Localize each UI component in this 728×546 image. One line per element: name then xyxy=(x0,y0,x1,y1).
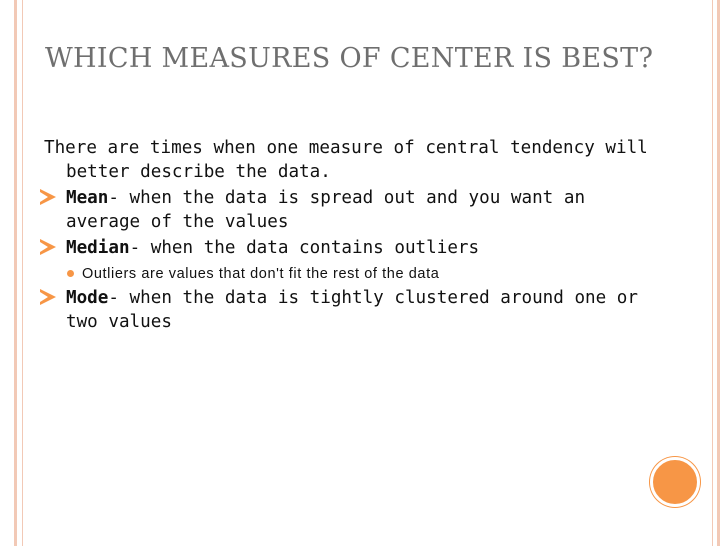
bullet-text: - when the data is spread out and you want an average of the values xyxy=(66,188,586,232)
bullet-term: Mean xyxy=(66,188,109,208)
sub-bullet-outliers xyxy=(44,264,664,284)
right-border-line xyxy=(717,0,720,546)
bullet-text: - when the data contains outliers xyxy=(129,238,480,258)
right-border-thin-line xyxy=(712,0,713,546)
bullet-arrow-icon xyxy=(40,289,56,305)
bullet-arrow-icon xyxy=(40,189,56,205)
bullet-mode xyxy=(44,286,664,334)
left-border-line xyxy=(14,0,17,546)
bullet-term: Mode xyxy=(66,288,109,308)
decorative-circle-icon xyxy=(650,457,700,507)
intro-paragraph: There are times when one measure of central tendency will better describe the data. xyxy=(44,138,648,182)
bullet-mean xyxy=(44,186,664,234)
left-border-thin-line xyxy=(22,0,23,546)
sub-bullet-text: Outliers are values that don't fit the rest of the data xyxy=(82,266,440,282)
bullet-text: - when the data is tightly clustered around one or two values xyxy=(66,288,638,332)
bullet-median xyxy=(44,236,664,260)
bullet-arrow-icon xyxy=(40,239,56,255)
bullet-term: Median xyxy=(66,238,130,258)
slide-title: WHICH MEASURES OF CENTER IS BEST? xyxy=(45,43,654,74)
slide-body xyxy=(44,136,664,334)
sub-bullet-dot-icon xyxy=(67,270,74,277)
